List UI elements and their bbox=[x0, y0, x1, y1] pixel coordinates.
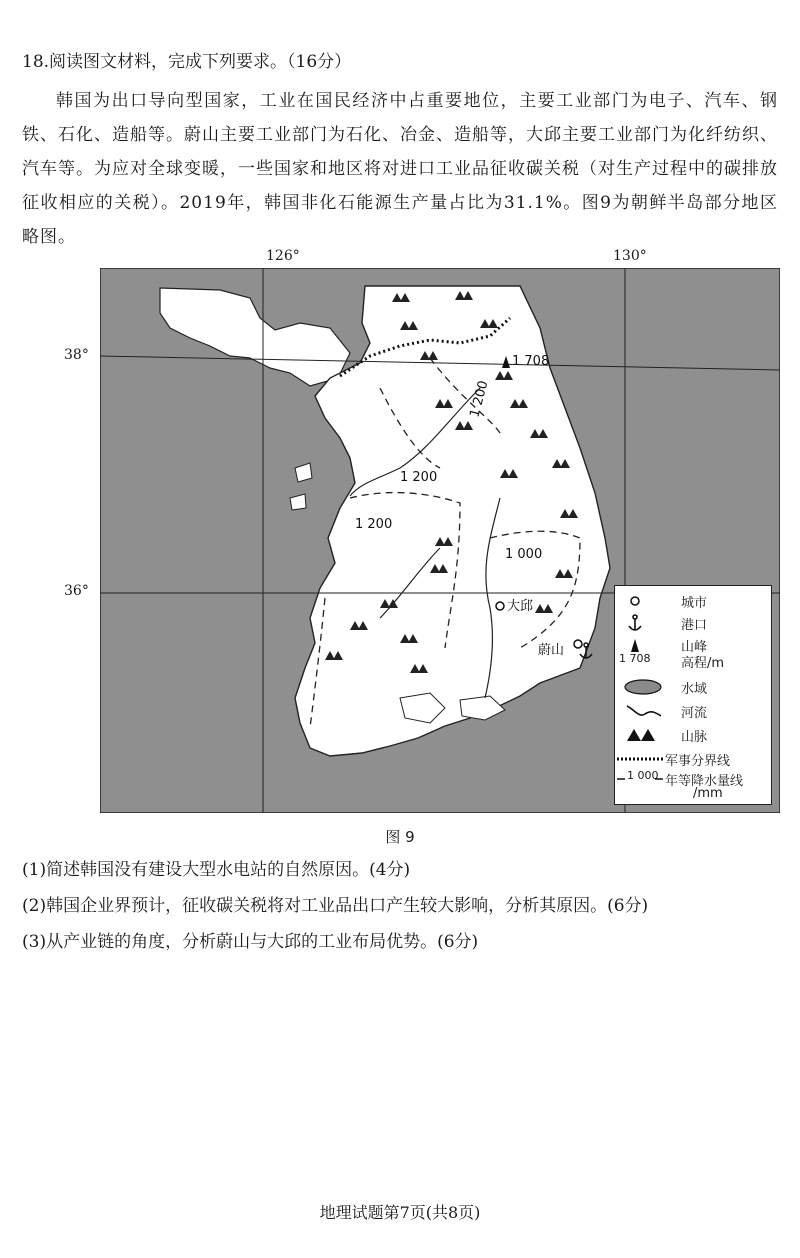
water-icon bbox=[621, 678, 671, 696]
legend-mountain: 山脉 bbox=[681, 730, 708, 745]
legend-river: 河流 bbox=[681, 706, 708, 721]
anchor-icon bbox=[621, 614, 671, 632]
legend-isohyet-unit: /mm bbox=[693, 786, 723, 801]
legend-water: 水域 bbox=[681, 682, 708, 697]
latitude-label-36: 36° bbox=[64, 583, 89, 599]
legend-elevation: 高程/m bbox=[681, 656, 725, 671]
legend-isohyet-example: 1 000 bbox=[627, 769, 659, 782]
peak-elevation-label: 1 708 bbox=[512, 354, 550, 369]
mountain-icon bbox=[621, 726, 671, 744]
city-daegu-marker bbox=[496, 602, 504, 610]
question-title: 18.阅读图文材料，完成下列要求。（16分） bbox=[22, 52, 352, 72]
sub-question-3: (3)从产业链的角度，分析蔚山与大邱的工业布局优势。(6分) bbox=[22, 932, 479, 952]
legend-isohyet: 年等降水量线 bbox=[665, 774, 744, 789]
legend-peak: 山峰 bbox=[681, 640, 708, 655]
sub-question-1: (1)简述韩国没有建设大型水电站的自然原因。(4分) bbox=[22, 860, 411, 880]
isohyet-label: 1 200 bbox=[355, 517, 393, 532]
figure-caption: 图 9 bbox=[385, 828, 415, 846]
longitude-label-126: 126° bbox=[266, 248, 300, 264]
legend-dmz: 军事分界线 bbox=[665, 754, 731, 769]
sub-question-2: (2)韩国企业界预计，征收碳关税将对工业品出口产生较大影响，分析其原因。(6分) bbox=[22, 896, 649, 916]
legend-city: 城市 bbox=[681, 596, 708, 611]
legend-port: 港口 bbox=[681, 618, 708, 633]
map-legend bbox=[614, 585, 772, 805]
legend-peak-example: 1 708 bbox=[619, 652, 651, 665]
dmz-line-icon bbox=[617, 750, 663, 768]
isohyet-label: 1 200 bbox=[467, 379, 492, 420]
city-ulsan-marker bbox=[574, 640, 582, 648]
longitude-label-130: 130° bbox=[613, 248, 647, 264]
isohyet-label: 1 000 bbox=[505, 547, 543, 562]
city-daegu-label: 大邱 bbox=[507, 599, 534, 614]
page-footer: 地理试题第7页(共8页) bbox=[319, 1203, 481, 1222]
latitude-label-38: 38° bbox=[64, 347, 89, 363]
city-ulsan-label: 蔚山 bbox=[538, 643, 565, 658]
river-icon bbox=[621, 702, 671, 720]
question-paragraph: 韩国为出口导向型国家，工业在国民经济中占重要地位，主要工业部门为电子、汽车、钢铁、石化、造船等。蔚山主要工业部门为石化、冶金、造船等，大邱主要工业部门为化纤纺织、汽车等。为应对全球变暖，一些国家和地区将对进口工业品征收碳关税（对生产过程中的碳排放征收相应的关税）。2019年，韩国非化石能源生产量占比为31.1%。图9为朝鲜半岛部分地区略图。 bbox=[22, 91, 778, 247]
isohyet-label: 1 200 bbox=[400, 470, 438, 485]
